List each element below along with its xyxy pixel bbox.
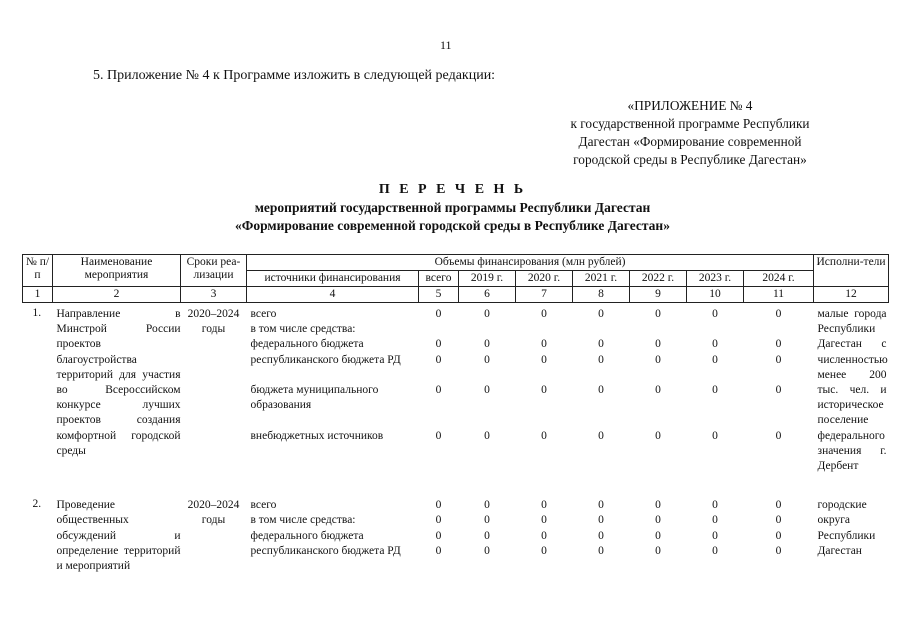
source-label: в том числе средства:	[250, 323, 356, 336]
appendix-line: городской среды в Республике Дагестан»	[573, 152, 807, 167]
source-label: республиканского бюджета РД	[250, 544, 401, 557]
source-label: федерального бюджета	[250, 338, 364, 351]
values-2022: 0 0 0 0	[655, 499, 661, 557]
funding-sources	[247, 474, 419, 574]
header-2022: 2022 г.	[630, 271, 687, 287]
measure-name: Проведение общественных обсуждений и определение территорий и мероприятий	[56, 499, 181, 573]
title-line: П Е Р Е Ч Е Н Ь	[378, 182, 527, 197]
measure-term: 2020–2024 годы	[187, 499, 240, 527]
header-sources: источники финансирования	[247, 271, 419, 287]
values-2024: 0 0 0 0	[775, 499, 782, 557]
source-label: в том числе средства:	[250, 514, 356, 527]
header-term: Сроки реа-лизации	[181, 255, 247, 287]
measure-executors: городские округа Республики Дагестан	[817, 499, 876, 557]
source-label: всего	[250, 308, 277, 320]
row-number: 1.	[32, 307, 42, 319]
values-total: 0 0 0 0	[435, 499, 442, 557]
column-number: 12	[814, 287, 889, 303]
appendix-line: к государственной программе Республики	[570, 116, 810, 131]
header-volumes: Объемы финансирования (млн рублей)	[247, 255, 814, 271]
appendix-heading	[540, 97, 840, 169]
column-number: 4	[247, 287, 419, 303]
header-2021: 2021 г.	[573, 271, 630, 287]
header-total: всего	[419, 271, 459, 287]
intro-paragraph: 5. Приложение № 4 к Программе изложить в следующей редакции:	[93, 68, 496, 83]
values-total: 0 0 0 0 0	[435, 308, 442, 442]
column-number: 6	[459, 287, 516, 303]
column-number: 2	[53, 287, 181, 303]
column-number: 10	[687, 287, 744, 303]
measure-executors: малые города Республики Дагестан с численностью менее 200 тыс. чел. и историческое поселение федерального значения г. Дербент	[817, 308, 888, 473]
funding-sources	[247, 303, 419, 475]
header-nn: № п/п	[23, 255, 53, 287]
values-2020: 0 0 0 0 0	[541, 308, 547, 442]
source-label: федерального бюджета	[250, 529, 364, 542]
table-row	[23, 303, 889, 475]
source-label: всего	[250, 499, 277, 512]
column-number: 1	[23, 287, 53, 303]
measure-name: Направление в Минстрой России проектов благоустройства территорий для участия во Всероссийском конкурсе лучших проектов создания комфортной городской среды	[56, 308, 181, 457]
column-number: 7	[516, 287, 573, 303]
table-row	[23, 474, 889, 574]
values-2020: 0 0 0 0	[541, 499, 547, 557]
column-number: 11	[744, 287, 814, 303]
source-label: бюджета муниципального образования	[250, 383, 379, 412]
source-label: республиканского бюджета РД	[250, 353, 401, 366]
column-number: 9	[630, 287, 687, 303]
values-2023: 0 0 0 0 0	[712, 308, 718, 442]
document-title	[0, 181, 905, 235]
header-exec: Исполни-тели	[814, 255, 889, 287]
values-2021: 0 0 0 0 0	[598, 308, 604, 442]
header-2023: 2023 г.	[687, 271, 744, 287]
measure-term: 2020–2024 годы	[187, 308, 240, 336]
title-line: мероприятий государственной программы Республики Дагестан	[254, 200, 651, 215]
row-number: 2.	[32, 498, 42, 511]
values-2024: 0 0 0 0 0	[775, 308, 782, 442]
header-2024: 2024 г.	[744, 271, 814, 287]
title-line: «Формирование современной городской среды в Республике Дагестан»	[235, 218, 670, 233]
page-number: 11	[440, 38, 452, 52]
values-2019: 0 0 0 0	[484, 499, 490, 557]
values-2023: 0 0 0 0	[712, 499, 718, 557]
measures-table	[22, 254, 889, 574]
header-2019: 2019 г.	[459, 271, 516, 287]
values-2019: 0 0 0 0 0	[484, 308, 490, 442]
values-2022: 0 0 0 0 0	[655, 308, 661, 442]
appendix-line: Дагестан «Формирование современной	[578, 134, 802, 149]
column-number: 8	[573, 287, 630, 303]
source-label: внебюджетных источников	[250, 429, 384, 442]
header-2020: 2020 г.	[516, 271, 573, 287]
values-2021: 0 0 0 0	[598, 499, 604, 557]
column-number: 5	[419, 287, 459, 303]
header-name: Наименование мероприятия	[53, 255, 181, 287]
appendix-line: «ПРИЛОЖЕНИЕ № 4	[627, 98, 753, 113]
column-number: 3	[181, 287, 247, 303]
